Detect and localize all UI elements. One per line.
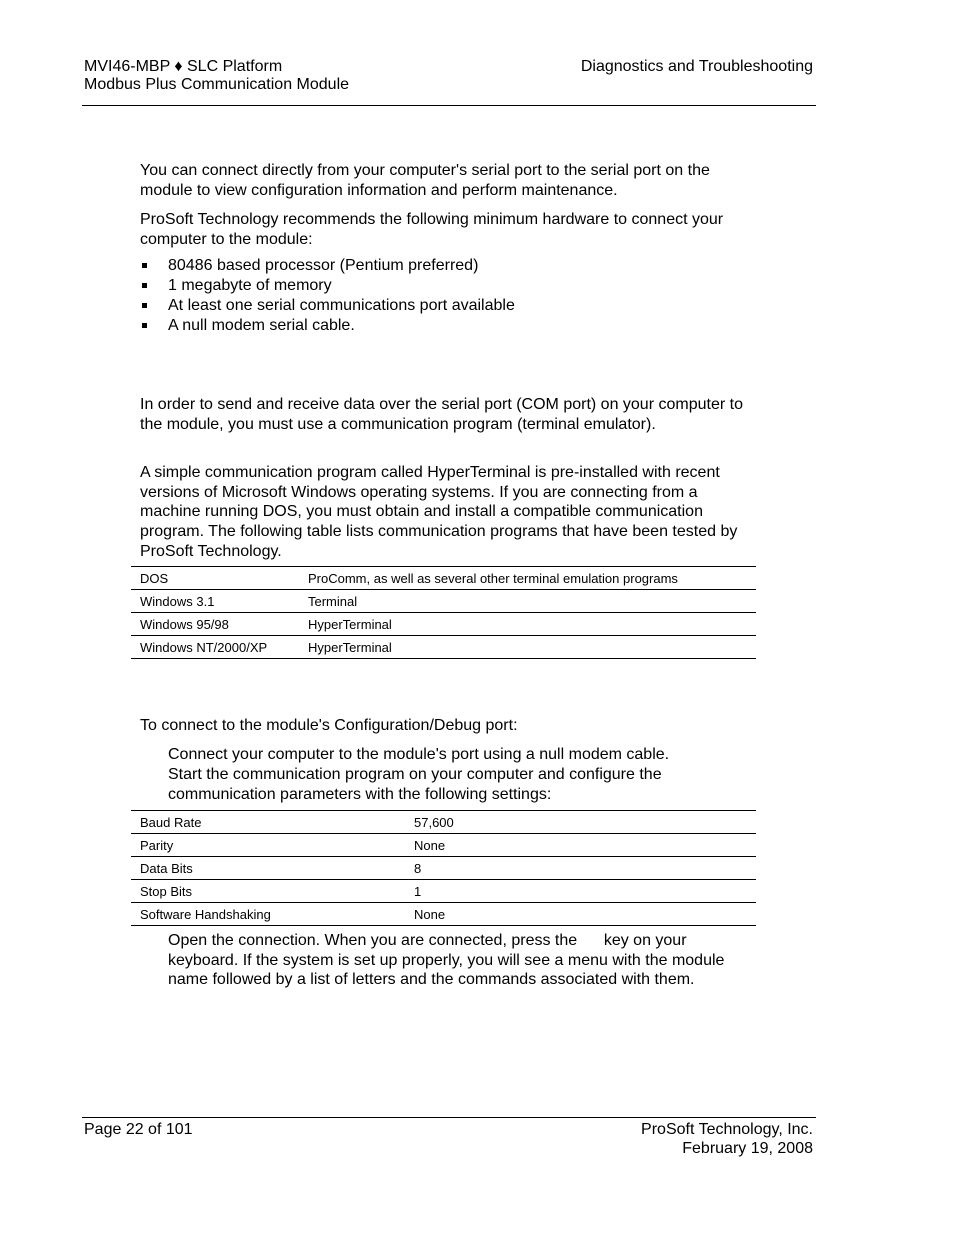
- setting-name-cell: Baud Rate: [131, 811, 405, 834]
- software-description: A simple communication program called HyperTerminal is pre-installed with recent versions of Microsoft Windows operating systems. If you are connecting from a machine running DOS, you must obtain and install a compatible communication program. The following table lists communication programs that have been tested by ProSoft Technology.: [140, 464, 738, 560]
- os-cell: Windows 3.1: [131, 590, 299, 613]
- connect-step-2: Start the communication program on your computer and configure the communication parameters with the following settings:: [168, 766, 662, 803]
- terminal-programs-table: [131, 566, 756, 659]
- table-row: [131, 880, 756, 903]
- bullet-icon: [142, 263, 147, 268]
- setting-value-cell: None: [405, 903, 756, 926]
- setting-name-cell: Software Handshaking: [131, 903, 405, 926]
- footer-divider: [82, 1117, 816, 1118]
- list-item: A null modem serial cable.: [168, 316, 758, 336]
- os-cell: DOS: [131, 567, 299, 590]
- table-row: [131, 857, 756, 880]
- hardware-requirements-list: [168, 256, 758, 336]
- bullet-icon: [142, 303, 147, 308]
- program-cell: HyperTerminal: [299, 636, 756, 659]
- table-row: [131, 834, 756, 857]
- hardware-intro: You can connect directly from your computer's serial port to the serial port on the module to view configuration information and perform maintenance.: [140, 162, 710, 199]
- header-product: MVI46-MBP ♦ SLC Platform: [84, 58, 283, 75]
- table-row: [131, 903, 756, 926]
- footer-company: ProSoft Technology, Inc.: [641, 1121, 813, 1138]
- page-number: Page 22 of 101: [84, 1121, 193, 1138]
- setting-value-cell: 1: [405, 880, 756, 903]
- footer-date: February 19, 2008: [682, 1140, 813, 1157]
- table-row: [131, 636, 756, 659]
- hardware-recommendation: ProSoft Technology recommends the following minimum hardware to connect your computer to the module:: [140, 211, 724, 248]
- program-cell: Terminal: [299, 590, 756, 613]
- list-item: At least one serial communications port available: [168, 296, 758, 316]
- os-cell: Windows 95/98: [131, 613, 299, 636]
- list-item: 1 megabyte of memory: [168, 276, 758, 296]
- connect-step-1: Connect your computer to the module's port using a null modem cable.: [168, 746, 670, 763]
- software-intro: In order to send and receive data over the serial port (COM port) on your computer to the module, you must use a communication program (terminal emulator).: [140, 396, 743, 433]
- setting-value-cell: 57,600: [405, 811, 756, 834]
- table-row: [131, 811, 756, 834]
- table-row: [131, 567, 756, 590]
- bullet-icon: [142, 283, 147, 288]
- list-item: 80486 based processor (Pentium preferred): [168, 256, 758, 276]
- connect-intro: To connect to the module's Configuration/Debug port:: [140, 717, 518, 734]
- communication-settings-table: [131, 810, 756, 926]
- program-cell: ProComm, as well as several other terminal emulation programs: [299, 567, 756, 590]
- header-subtitle: Modbus Plus Communication Module: [84, 76, 350, 93]
- header-divider: [82, 105, 816, 106]
- bullet-icon: [142, 323, 147, 328]
- setting-value-cell: None: [405, 834, 756, 857]
- table-row: [131, 590, 756, 613]
- header-section: Diagnostics and Troubleshooting: [580, 58, 813, 75]
- connect-step-3: Open the connection. When you are connected, press the key on your keyboard. If the system is set up properly, you will see a menu with the module name followed by a list of letters and the commands associated with them.: [168, 932, 729, 989]
- setting-value-cell: 8: [405, 857, 756, 880]
- setting-name-cell: Data Bits: [131, 857, 405, 880]
- setting-name-cell: Parity: [131, 834, 405, 857]
- os-cell: Windows NT/2000/XP: [131, 636, 299, 659]
- table-row: [131, 613, 756, 636]
- setting-name-cell: Stop Bits: [131, 880, 405, 903]
- program-cell: HyperTerminal: [299, 613, 756, 636]
